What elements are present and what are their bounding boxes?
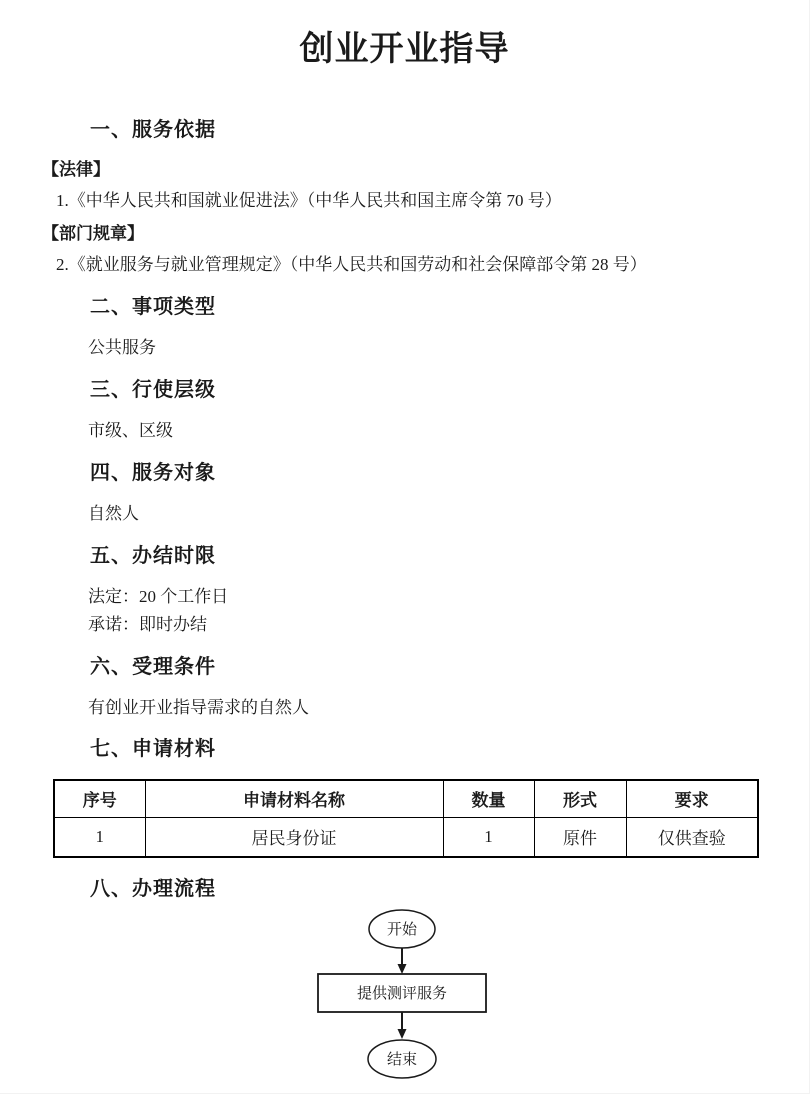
regulation-item-2: 2.《就业服务与就业管理规定》（中华人民共和国劳动和社会保障部令第 28 号） bbox=[56, 255, 647, 274]
header-requirement: 要求 bbox=[626, 780, 758, 817]
section-1-heading: 一、服务依据 bbox=[90, 119, 216, 141]
down-arrow-icon bbox=[398, 948, 407, 974]
flow-step-node bbox=[318, 974, 486, 1012]
section-6-body: 有创业开业指导需求的自然人 bbox=[88, 698, 309, 717]
table-row bbox=[54, 817, 758, 857]
process-flowchart bbox=[302, 908, 502, 1085]
section-2-body: 公共服务 bbox=[88, 338, 156, 357]
section-6-heading: 六、受理条件 bbox=[90, 656, 216, 678]
header-form: 形式 bbox=[534, 780, 626, 817]
flow-step-label: 提供测评服务 bbox=[356, 986, 448, 1002]
section-4-heading: 四、服务对象 bbox=[90, 462, 216, 484]
flow-end-node bbox=[368, 1040, 436, 1078]
section-7-heading: 七、申请材料 bbox=[90, 738, 216, 760]
cell-sequence: 1 bbox=[54, 817, 145, 857]
cell-material-name: 居民身份证 bbox=[145, 817, 443, 857]
cell-form: 原件 bbox=[534, 817, 626, 857]
down-arrow-icon bbox=[398, 1012, 407, 1039]
flow-end-label: 结束 bbox=[386, 1052, 418, 1068]
page-title: 创业开业指导 bbox=[299, 31, 510, 68]
regulation-category-label: 【部门规章】 bbox=[42, 224, 144, 243]
flowchart-svg bbox=[302, 908, 502, 1080]
header-material-name: 申请材料名称 bbox=[145, 780, 443, 817]
flow-start-label: 开始 bbox=[386, 922, 418, 938]
promised-time-limit: 承诺：即时办结 bbox=[88, 615, 207, 634]
section-2-heading: 二、事项类型 bbox=[90, 296, 216, 318]
table-header-row bbox=[54, 780, 758, 817]
cell-quantity: 1 bbox=[443, 817, 534, 857]
law-item-1: 1.《中华人民共和国就业促进法》（中华人民共和国主席令第 70 号） bbox=[56, 191, 562, 210]
section-4-body: 自然人 bbox=[88, 504, 139, 523]
section-8-heading: 八、办理流程 bbox=[90, 878, 216, 900]
section-5-heading: 五、办结时限 bbox=[90, 545, 216, 567]
header-quantity: 数量 bbox=[443, 780, 534, 817]
law-category-label: 【法律】 bbox=[42, 160, 110, 179]
header-sequence: 序号 bbox=[54, 780, 145, 817]
section-3-body: 市级、区级 bbox=[88, 421, 173, 440]
document-body bbox=[0, 120, 809, 1085]
statutory-time-limit: 法定：20 个工作日 bbox=[88, 587, 229, 606]
cell-requirement: 仅供查验 bbox=[626, 817, 758, 857]
section-3-heading: 三、行使层级 bbox=[90, 379, 216, 401]
materials-table bbox=[53, 779, 759, 858]
flow-start-node bbox=[369, 910, 435, 948]
